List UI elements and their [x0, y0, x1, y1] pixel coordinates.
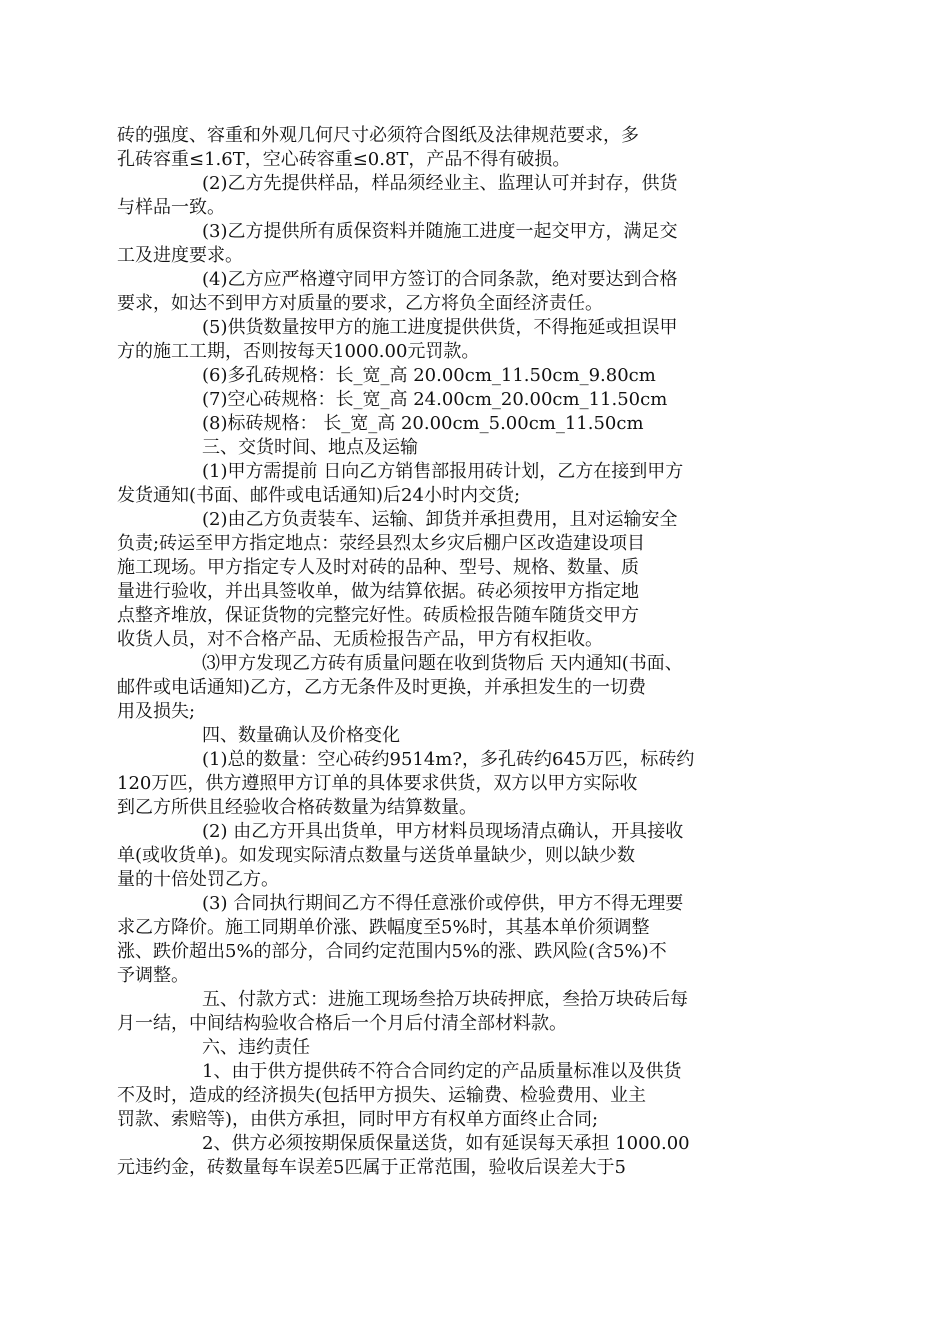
text-line: (2) 由乙方开具出货单，甲方材料员现场清点确认，开具接收 — [202, 821, 684, 842]
text-line: 点整齐堆放，保证货物的完整完好性。砖质检报告随车随货交甲方 — [117, 605, 639, 626]
text-line: 1、由于供方提供砖不符合合同约定的产品质量标准以及供货 — [202, 1061, 682, 1082]
text-line: 工及进度要求。 — [117, 245, 243, 266]
contract-text-body — [117, 124, 827, 1180]
text-line: (8)标砖规格： 长_宽_高 20.00cm_5.00cm_11.50cm — [202, 413, 644, 434]
text-line: (6)多孔砖规格：长_宽_高 20.00cm_11.50cm_9.80cm — [202, 365, 656, 386]
text-line: 三、交货时间、地点及运输 — [202, 437, 418, 458]
text-line: (7)空心砖规格：长_宽_高 24.00cm_20.00cm_11.50cm — [202, 389, 668, 410]
text-line: 六、违约责任 — [202, 1037, 310, 1058]
text-line: 到乙方所供且经验收合格砖数量为结算数量。 — [117, 797, 477, 818]
text-line: 与样品一致。 — [117, 197, 225, 218]
text-line: 孔砖容重≤1.6T，空心砖容重≤0.8T，产品不得有破损。 — [117, 149, 571, 170]
text-line: 四、数量确认及价格变化 — [202, 725, 400, 746]
text-line: 求乙方降价。施工同期单价涨、跌幅度至5%时，其基本单价须调整 — [117, 917, 650, 938]
text-line: 单(或收货单)。如发现实际清点数量与送货单量缺少，则以缺少数 — [117, 845, 636, 866]
text-line: (2)由乙方负责装车、运输、卸货并承担费用，且对运输安全 — [202, 509, 678, 530]
text-line: 要求，如达不到甲方对质量的要求，乙方将负全面经济责任。 — [117, 293, 603, 314]
text-line: (2)乙方先提供样品，样品须经业主、监理认可并封存，供货 — [202, 173, 678, 194]
text-line: 2、供方必须按期保质保量送货，如有延误每天承担 1000.00 — [202, 1133, 690, 1154]
text-line: 罚款、索赔等)，由供方承担，同时甲方有权单方面终止合同; — [117, 1109, 599, 1130]
text-line: 涨、跌价超出5%的部分，合同约定范围内5%的涨、跌风险(含5%)不 — [117, 941, 667, 962]
text-line: 砖的强度、容重和外观几何尺寸必须符合图纸及法律规范要求，多 — [117, 125, 639, 146]
text-line: 邮件或电话通知)乙方，乙方无条件及时更换，并承担发生的一切费 — [117, 677, 647, 698]
text-line: 不及时，造成的经济损失(包括甲方损失、运输费、检验费用、业主 — [117, 1085, 647, 1106]
text-line: (4)乙方应严格遵守同甲方签订的合同条款，绝对要达到合格 — [202, 269, 678, 290]
text-line: (1)总的数量：空心砖约9514m?，多孔砖约645万匹，标砖约 — [202, 749, 695, 770]
text-line: 五、付款方式：进施工现场叁拾万块砖押底，叁拾万块砖后每 — [202, 989, 688, 1010]
text-line: 施工现场。甲方指定专人及时对砖的品种、型号、规格、数量、质 — [117, 557, 639, 578]
text-line: (1)甲方需提前 日向乙方销售部报用砖计划，乙方在接到甲方 — [202, 461, 684, 482]
text-line: 发货通知(书面、邮件或电话通知)后24小时内交货; — [117, 485, 521, 506]
text-line: 方的施工工期，否则按每天1000.00元罚款。 — [117, 341, 480, 362]
text-line: 收货人员，对不合格产品、无质检报告产品，甲方有权拒收。 — [117, 629, 603, 650]
text-line: 量的十倍处罚乙方。 — [117, 869, 279, 890]
text-line: (5)供货数量按甲方的施工进度提供供货，不得拖延或担误甲 — [202, 317, 678, 338]
text-line: 120万匹，供方遵照甲方订单的具体要求供货，双方以甲方实际收 — [117, 773, 638, 794]
text-line: 负责;砖运至甲方指定地点：荥经县烈太乡灾后棚户区改造建设项目 — [117, 533, 646, 554]
text-line: (3)乙方提供所有质保资料并随施工进度一起交甲方，满足交 — [202, 221, 678, 242]
text-line: 量进行验收，并出具签收单，做为结算依据。砖必须按甲方指定地 — [117, 581, 639, 602]
text-line: (3) 合同执行期间乙方不得任意涨价或停供，甲方不得无理要 — [202, 893, 684, 914]
text-line: 用及损失; — [117, 701, 196, 722]
text-line: 予调整。 — [117, 965, 189, 986]
text-line: 元违约金，砖数量每车误差5匹属于正常范围，验收后误差大于5 — [117, 1157, 626, 1178]
text-line: ⑶甲方发现乙方砖有质量问题在收到货物后 天内通知(书面、 — [202, 653, 683, 674]
text-line: 月一结，中间结构验收合格后一个月后付清全部材料款。 — [117, 1013, 567, 1034]
